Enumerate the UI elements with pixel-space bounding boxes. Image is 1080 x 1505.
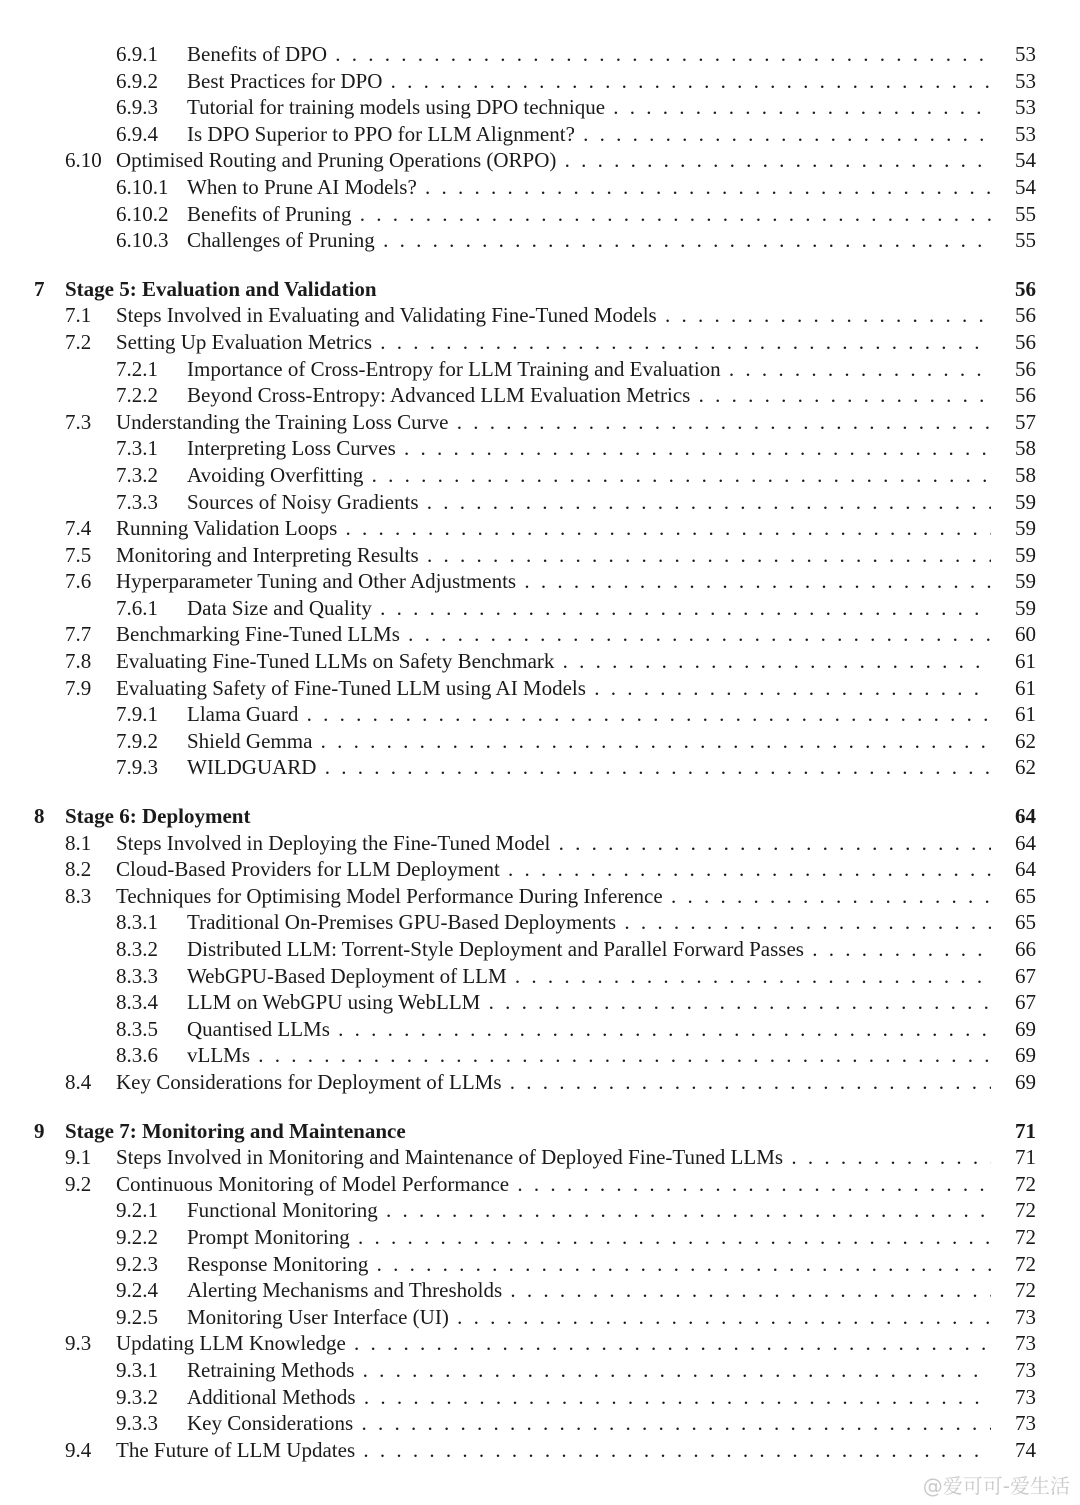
toc-section-entry[interactable] xyxy=(0,883,1080,910)
section-title[interactable]: Tutorial for training models using DPO technique . . . xyxy=(187,94,991,121)
section-title[interactable]: Retraining Methods . . . xyxy=(187,1357,991,1384)
section-number: 9.2.3 xyxy=(116,1251,158,1276)
section-title[interactable]: Response Monitoring . . . xyxy=(187,1251,991,1278)
page-number: 59 xyxy=(1015,489,1036,514)
page-number: 72 xyxy=(1015,1198,1036,1223)
page-number: 56 xyxy=(1015,303,1036,328)
toc-section-entry[interactable] xyxy=(0,462,1080,489)
page-number: 64 xyxy=(1015,804,1036,829)
section-number: 7.3 xyxy=(65,409,92,434)
page-number: 53 xyxy=(1015,68,1036,93)
section-title[interactable]: Data Size and Quality . . . xyxy=(187,595,991,622)
toc-section-entry[interactable] xyxy=(0,909,1080,936)
page-number: 72 xyxy=(1015,1171,1036,1196)
section-title[interactable]: Stage 6: Deployment xyxy=(65,804,251,829)
toc-section-entry[interactable] xyxy=(0,728,1080,755)
section-title[interactable]: Understanding the Training Loss Curve . . . xyxy=(116,409,991,436)
section-title[interactable]: Llama Guard . . . xyxy=(187,701,991,728)
section-title[interactable]: Stage 7: Monitoring and Maintenance xyxy=(65,1118,406,1143)
section-number: 6.9.3 xyxy=(116,95,158,120)
chapter-spacer xyxy=(0,254,1080,276)
section-title[interactable]: Stage 5: Evaluation and Validation xyxy=(65,276,377,301)
toc-section-entry[interactable] xyxy=(0,1277,1080,1304)
section-title[interactable]: Cloud-Based Providers for LLM Deployment . . . xyxy=(116,856,991,883)
section-title[interactable]: Functional Monitoring . . . xyxy=(187,1197,991,1224)
page-number: 71 xyxy=(1015,1118,1036,1143)
section-number: 8.3.1 xyxy=(116,910,158,935)
toc-section-entry[interactable] xyxy=(0,936,1080,963)
section-title[interactable]: Challenges of Pruning . . . xyxy=(187,227,991,254)
toc-chapter-entry[interactable] xyxy=(0,1118,1080,1145)
page-number: 66 xyxy=(1015,937,1036,961)
toc-section-entry[interactable] xyxy=(0,227,1080,254)
section-number: 9.3.3 xyxy=(116,1411,158,1436)
section-title[interactable]: Benchmarking Fine-Tuned LLMs . . . xyxy=(116,621,991,648)
toc-section-entry[interactable] xyxy=(0,701,1080,728)
section-number: 7.3.2 xyxy=(116,462,158,487)
section-number: 6.9.1 xyxy=(116,42,158,66)
section-number: 6.10.1 xyxy=(116,174,169,199)
section-title[interactable]: Distributed LLM: Torrent-Style Deployment and Parallel Forward Passes . . . xyxy=(187,936,991,963)
toc-section-entry[interactable] xyxy=(0,515,1080,542)
page-number: 72 xyxy=(1015,1224,1036,1249)
page-number: 65 xyxy=(1015,910,1036,935)
section-number: 8 xyxy=(34,804,45,829)
section-number: 6.9.4 xyxy=(116,121,158,146)
section-title[interactable]: Running Validation Loops . . . xyxy=(116,515,991,542)
toc-section-entry[interactable] xyxy=(0,542,1080,569)
section-number: 7.3.3 xyxy=(116,489,158,514)
section-title[interactable]: Traditional On-Premises GPU-Based Deployments . . . xyxy=(187,909,991,936)
section-title[interactable]: WILDGUARD . . . xyxy=(187,754,991,781)
section-number: 9.2.5 xyxy=(116,1304,158,1329)
page-number: 59 xyxy=(1015,569,1036,594)
section-number: 7.1 xyxy=(65,303,92,328)
section-number: 8.3.5 xyxy=(116,1016,158,1041)
toc-section-entry[interactable] xyxy=(0,989,1080,1016)
section-title[interactable]: The Future of LLM Updates . . . xyxy=(116,1437,991,1464)
section-title[interactable]: vLLMs . . . xyxy=(187,1042,991,1069)
page-number: 54 xyxy=(1015,174,1036,199)
section-number: 7.9.3 xyxy=(116,755,158,780)
section-number: 9.2.2 xyxy=(116,1224,158,1249)
section-title[interactable]: Sources of Noisy Gradients . . . xyxy=(187,489,991,516)
page-number: 69 xyxy=(1015,1043,1036,1068)
section-number: 6.10.2 xyxy=(116,201,169,226)
section-number: 9.3.1 xyxy=(116,1357,158,1382)
chapter-spacer xyxy=(0,1096,1080,1118)
page-number: 73 xyxy=(1015,1304,1036,1329)
toc-section-entry[interactable] xyxy=(0,329,1080,356)
toc-section-entry[interactable] xyxy=(0,94,1080,121)
page-number: 53 xyxy=(1015,121,1036,146)
toc-section-entry[interactable] xyxy=(0,201,1080,228)
page-number: 55 xyxy=(1015,201,1036,226)
section-title[interactable]: LLM on WebGPU using WebLLM . . . xyxy=(187,989,991,1016)
section-title[interactable]: Quantised LLMs . . . xyxy=(187,1016,991,1043)
section-title[interactable]: Key Considerations . . . xyxy=(187,1410,991,1437)
watermark: @爱可可-爱生活 xyxy=(922,1474,1070,1498)
toc-section-entry[interactable] xyxy=(0,675,1080,702)
section-title[interactable]: Best Practices for DPO . . . xyxy=(187,68,991,95)
page-number: 62 xyxy=(1015,728,1036,753)
section-title[interactable]: Evaluating Safety of Fine-Tuned LLM using AI Models . . . xyxy=(116,675,991,702)
section-title[interactable]: When to Prune AI Models? . . . xyxy=(187,174,991,201)
section-title[interactable]: Prompt Monitoring . . . xyxy=(187,1224,991,1251)
toc-section-entry[interactable] xyxy=(0,1144,1080,1171)
toc-section-entry[interactable] xyxy=(0,830,1080,857)
section-title[interactable]: Optimised Routing and Pruning Operations (ORPO) . . . xyxy=(116,147,991,174)
section-number: 7.8 xyxy=(65,649,92,674)
section-number: 7.4 xyxy=(65,516,92,541)
page-number: 74 xyxy=(1015,1437,1036,1462)
toc-section-entry[interactable] xyxy=(0,1069,1080,1096)
page-number: 53 xyxy=(1015,95,1036,120)
section-number: 6.10 xyxy=(65,148,102,173)
section-title[interactable]: Steps Involved in Monitoring and Maintenance of Deployed Fine-Tuned LLMs . . . xyxy=(116,1144,991,1171)
section-title[interactable]: Shield Gemma . . . xyxy=(187,728,991,755)
section-title[interactable]: Avoiding Overfitting . . . xyxy=(187,462,991,489)
toc-section-entry[interactable] xyxy=(0,121,1080,148)
page-number: 60 xyxy=(1015,622,1036,647)
section-title[interactable]: Hyperparameter Tuning and Other Adjustments . . . xyxy=(116,568,991,595)
section-number: 9.3 xyxy=(65,1331,92,1356)
page-number: 61 xyxy=(1015,702,1036,727)
page-number: 73 xyxy=(1015,1411,1036,1436)
toc-section-entry[interactable] xyxy=(0,1197,1080,1224)
toc-section-entry[interactable] xyxy=(0,435,1080,462)
toc-section-entry[interactable] xyxy=(0,68,1080,95)
section-number: 7.2 xyxy=(65,329,92,354)
section-number: 7.7 xyxy=(65,622,92,647)
toc-section-entry[interactable] xyxy=(0,1171,1080,1198)
page-number: 67 xyxy=(1015,963,1036,988)
section-title[interactable]: Additional Methods . . . xyxy=(187,1384,991,1411)
section-title[interactable]: Steps Involved in Evaluating and Validating Fine-Tuned Models . . . xyxy=(116,302,991,329)
toc-section-entry[interactable] xyxy=(0,1251,1080,1278)
toc-section-entry[interactable] xyxy=(0,568,1080,595)
toc-section-entry[interactable] xyxy=(0,489,1080,516)
section-number: 7.2.2 xyxy=(116,383,158,408)
toc-section-entry[interactable] xyxy=(0,754,1080,781)
toc-section-entry[interactable] xyxy=(0,382,1080,409)
section-number: 8.4 xyxy=(65,1069,92,1094)
page-number: 69 xyxy=(1015,1069,1036,1094)
page-number: 56 xyxy=(1015,329,1036,354)
page-number: 65 xyxy=(1015,883,1036,908)
section-title[interactable]: Is DPO Superior to PPO for LLM Alignment? . . . xyxy=(187,121,991,148)
page-number: 58 xyxy=(1015,436,1036,461)
section-title[interactable]: Evaluating Fine-Tuned LLMs on Safety Benchmark . . . xyxy=(116,648,991,675)
page-number: 56 xyxy=(1015,383,1036,408)
page-number: 53 xyxy=(1015,42,1036,66)
section-number: 8.3.6 xyxy=(116,1043,158,1068)
toc-section-entry[interactable] xyxy=(0,963,1080,990)
toc-section-entry[interactable] xyxy=(0,1016,1080,1043)
toc-section-entry[interactable] xyxy=(0,1224,1080,1251)
section-title[interactable]: Interpreting Loss Curves . . . xyxy=(187,435,991,462)
page-number: 69 xyxy=(1015,1016,1036,1041)
section-number: 9.2.1 xyxy=(116,1198,158,1223)
section-title[interactable]: Setting Up Evaluation Metrics . . . xyxy=(116,329,991,356)
section-number: 6.9.2 xyxy=(116,68,158,93)
section-title[interactable]: Benefits of DPO . . . xyxy=(187,41,991,68)
section-number: 8.3 xyxy=(65,883,92,908)
section-number: 7 xyxy=(34,276,45,301)
page-number: 54 xyxy=(1015,148,1036,173)
toc-section-entry[interactable] xyxy=(0,1042,1080,1069)
section-title[interactable]: Benefits of Pruning . . . xyxy=(187,201,991,228)
section-title[interactable]: Monitoring User Interface (UI) . . . xyxy=(187,1304,991,1331)
page-number: 71 xyxy=(1015,1145,1036,1170)
section-number: 9.1 xyxy=(65,1145,92,1170)
chapter-spacer xyxy=(0,781,1080,803)
page-number: 72 xyxy=(1015,1251,1036,1276)
toc-chapter-entry[interactable] xyxy=(0,803,1080,830)
section-number: 9.2 xyxy=(65,1171,92,1196)
toc-section-entry[interactable] xyxy=(0,856,1080,883)
toc-section-entry[interactable] xyxy=(0,1410,1080,1437)
page-number: 59 xyxy=(1015,595,1036,620)
section-number: 8.1 xyxy=(65,830,92,855)
section-title[interactable]: Steps Involved in Deploying the Fine-Tuned Model . . . xyxy=(116,830,991,857)
page-number: 73 xyxy=(1015,1384,1036,1409)
page-number: 61 xyxy=(1015,649,1036,674)
section-number: 7.6 xyxy=(65,569,92,594)
page-number: 57 xyxy=(1015,409,1036,434)
page-number: 59 xyxy=(1015,542,1036,567)
section-number: 7.6.1 xyxy=(116,595,158,620)
toc-section-entry[interactable] xyxy=(0,302,1080,329)
section-title[interactable]: Monitoring and Interpreting Results . . . xyxy=(116,542,991,569)
page-number: 64 xyxy=(1015,830,1036,855)
section-number: 9.3.2 xyxy=(116,1384,158,1409)
page-number: 61 xyxy=(1015,675,1036,700)
section-title[interactable]: Alerting Mechanisms and Thresholds . . . xyxy=(187,1277,991,1304)
toc-chapter-entry[interactable] xyxy=(0,276,1080,303)
page-number: 59 xyxy=(1015,516,1036,541)
section-title[interactable]: Key Considerations for Deployment of LLMs . . . xyxy=(116,1069,991,1096)
section-title[interactable]: Beyond Cross-Entropy: Advanced LLM Evaluation Metrics . . . xyxy=(187,382,991,409)
section-title[interactable]: Techniques for Optimising Model Performance During Inference . . . xyxy=(116,883,991,910)
section-number: 8.3.3 xyxy=(116,963,158,988)
section-number: 7.3.1 xyxy=(116,436,158,461)
toc-section-entry[interactable] xyxy=(0,41,1080,68)
toc-section-entry[interactable] xyxy=(0,147,1080,174)
section-number: 9 xyxy=(34,1118,45,1143)
section-number: 7.9.1 xyxy=(116,702,158,727)
page-number: 73 xyxy=(1015,1357,1036,1382)
page-number: 62 xyxy=(1015,755,1036,780)
toc-section-entry[interactable] xyxy=(0,1357,1080,1384)
page-number: 67 xyxy=(1015,990,1036,1015)
toc-section-entry[interactable] xyxy=(0,409,1080,436)
page-number: 56 xyxy=(1015,276,1036,301)
section-number: 7.5 xyxy=(65,542,92,567)
section-title[interactable]: Updating LLM Knowledge . . . xyxy=(116,1330,991,1357)
toc-section-entry[interactable] xyxy=(0,174,1080,201)
section-title[interactable]: Continuous Monitoring of Model Performance . . . xyxy=(116,1171,991,1198)
section-number: 8.2 xyxy=(65,857,92,882)
table-of-contents xyxy=(0,41,1080,1463)
section-number: 7.9 xyxy=(65,675,92,700)
section-number: 6.10.3 xyxy=(116,228,169,253)
page-number: 58 xyxy=(1015,462,1036,487)
section-title[interactable]: WebGPU-Based Deployment of LLM . . . xyxy=(187,963,991,990)
page-number: 55 xyxy=(1015,228,1036,253)
section-number: 8.3.4 xyxy=(116,990,158,1015)
page-number: 56 xyxy=(1015,356,1036,381)
toc-section-entry[interactable] xyxy=(0,356,1080,383)
section-title[interactable]: Importance of Cross-Entropy for LLM Training and Evaluation . . . xyxy=(187,356,991,383)
page-number: 72 xyxy=(1015,1278,1036,1303)
section-number: 7.2.1 xyxy=(116,356,158,381)
page-number: 73 xyxy=(1015,1331,1036,1356)
page-number: 64 xyxy=(1015,857,1036,882)
toc-section-entry[interactable] xyxy=(0,648,1080,675)
toc-section-entry[interactable] xyxy=(0,1437,1080,1464)
toc-section-entry[interactable] xyxy=(0,1304,1080,1331)
toc-section-entry[interactable] xyxy=(0,1330,1080,1357)
section-number: 7.9.2 xyxy=(116,728,158,753)
section-number: 9.2.4 xyxy=(116,1278,158,1303)
toc-section-entry[interactable] xyxy=(0,1384,1080,1411)
section-number: 8.3.2 xyxy=(116,937,158,961)
section-number: 9.4 xyxy=(65,1437,92,1462)
toc-section-entry[interactable] xyxy=(0,595,1080,622)
toc-section-entry[interactable] xyxy=(0,621,1080,648)
